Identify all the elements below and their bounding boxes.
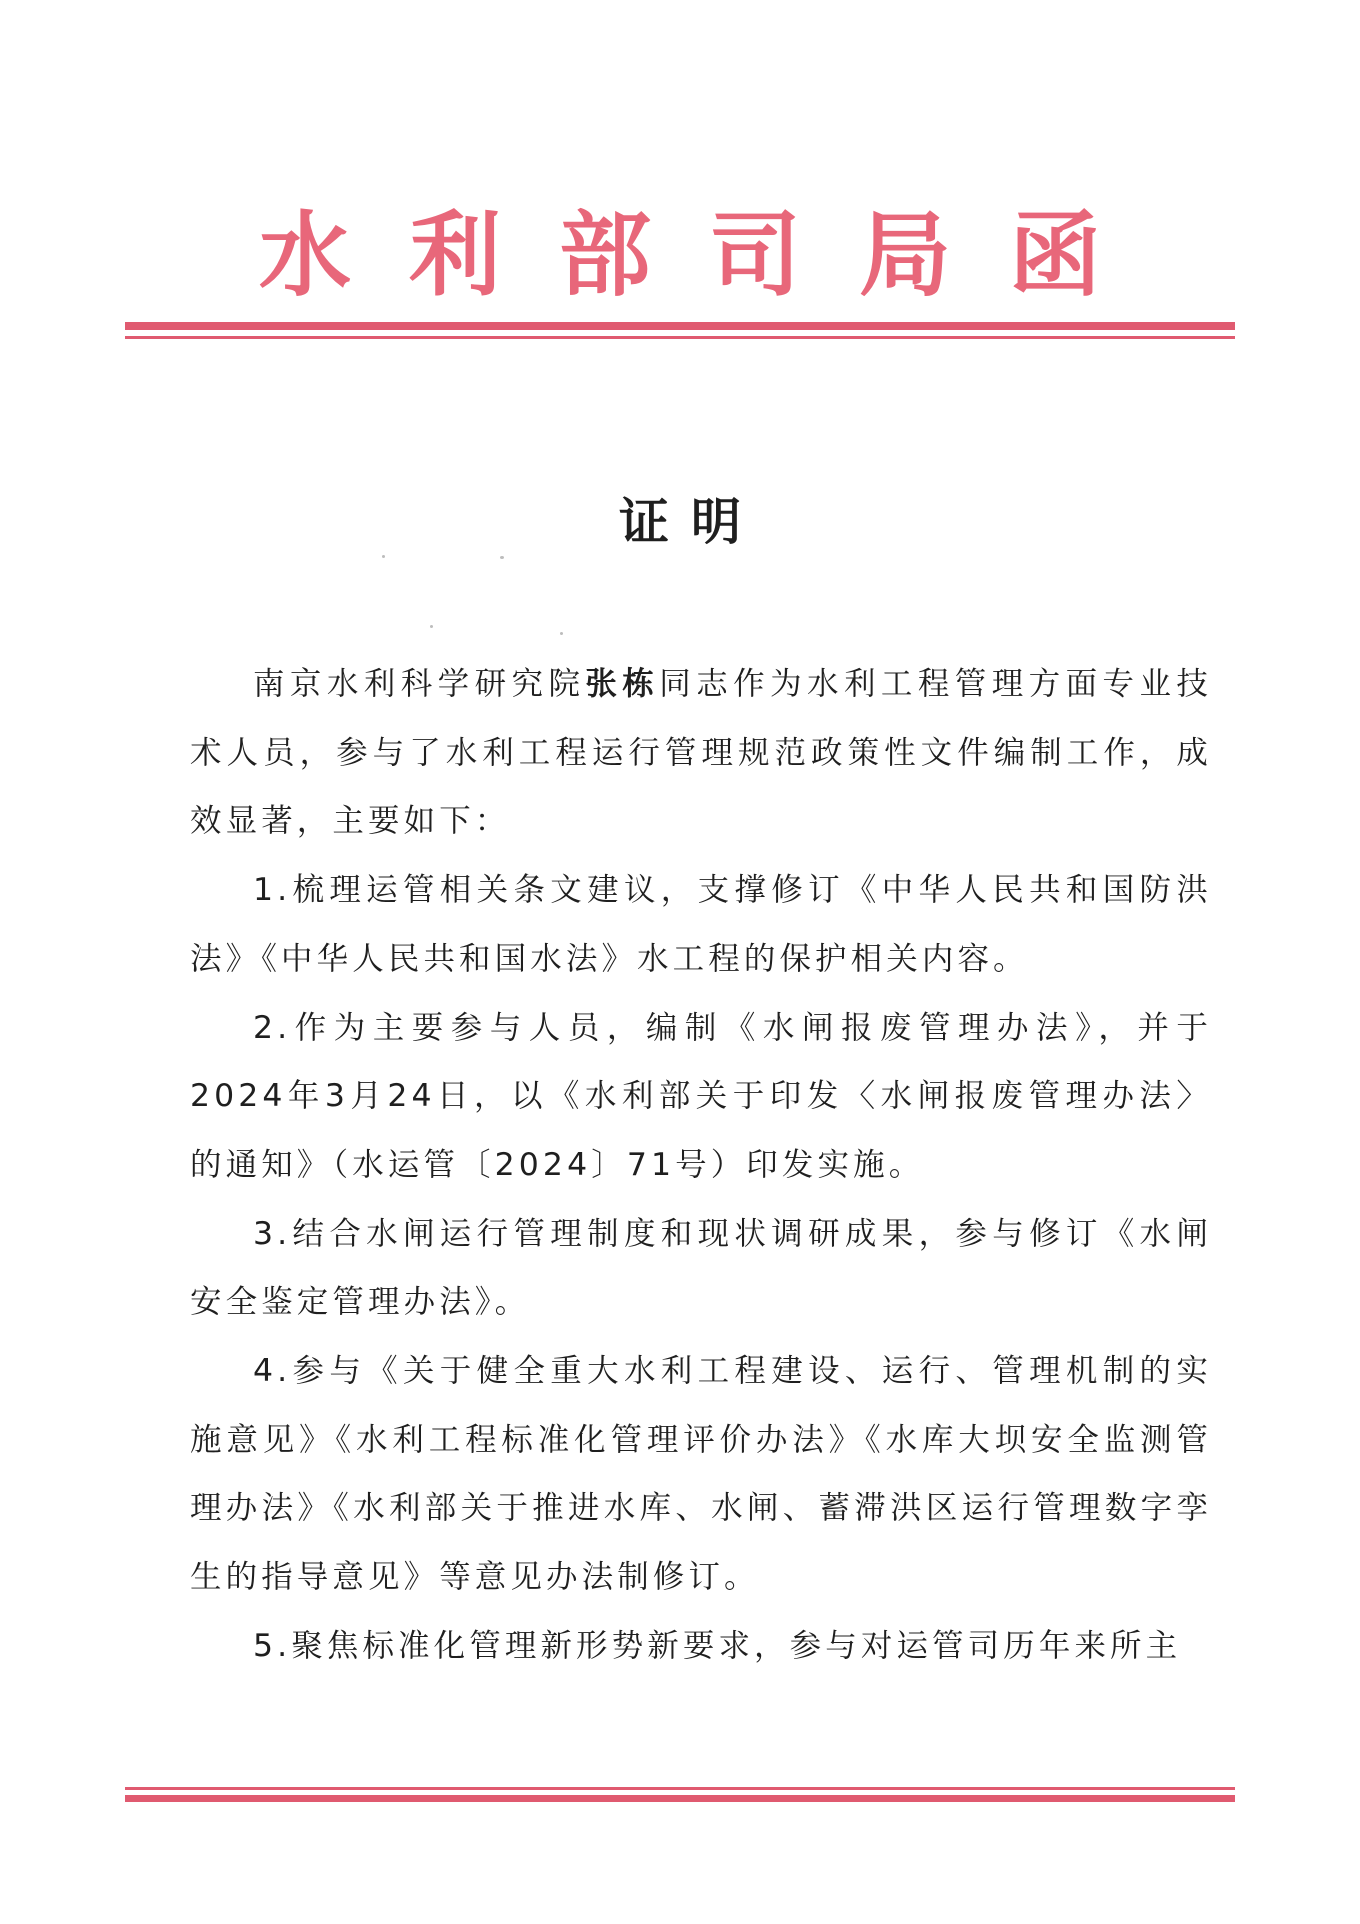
footer-rule-thick <box>125 1795 1235 1802</box>
document-title: 证明 <box>619 492 763 551</box>
footer-rule-thin <box>125 1787 1235 1790</box>
letterhead-title: 水利部司局函 <box>258 201 1159 309</box>
scan-artifact <box>382 555 385 558</box>
document-body <box>190 650 1212 1681</box>
letterhead-rule-thick <box>125 322 1235 330</box>
scan-artifact <box>500 556 504 559</box>
list-item-3: 3.结合水闸运行管理制度和现状调研成果，参与修订《水闸安全鉴定管理办法》。 <box>190 1215 1212 1321</box>
list-item-5: 5.聚焦标准化管理新形势新要求，参与对运管司历年来所主 <box>253 1627 1182 1664</box>
list-item-4: 4.参与《关于健全重大水利工程建设、运行、管理机制的实施意见》《水利工程标准化管理评价办法》《水库大坝安全监测管理办法》《水利部关于推进水库、水闸、蓄滞洪区运行管理数字孪生的指导意见》等意见办法制修订。 <box>190 1353 1212 1596</box>
intro-paragraph <box>190 650 1212 856</box>
list-item-2: 2.作为主要参与人员，编制《水闸报废管理办法》，并于2024年3月24日，以《水利部关于印发〈水闸报废管理办法〉的通知》（水运管〔2024〕71号）印发实施。 <box>190 1009 1212 1183</box>
letterhead <box>0 200 1360 310</box>
scan-artifact <box>560 632 563 635</box>
list-item-1: 1.梳理运管相关条文建议，支撑修订《中华人民共和国防洪法》《中华人民共和国水法》水工程的保护相关内容。 <box>190 872 1212 977</box>
letterhead-rule-thin <box>125 336 1235 339</box>
person-name: 张栋 <box>585 666 660 702</box>
intro-suffix: 同志作为水利工程管理方面专业技术人员，参与了水利工程运行管理规范政策性文件编制工作，成效显著，主要如下： <box>190 666 1212 840</box>
scan-artifact <box>430 625 433 628</box>
intro-prefix: 南京水利科学研究院 <box>253 666 586 702</box>
